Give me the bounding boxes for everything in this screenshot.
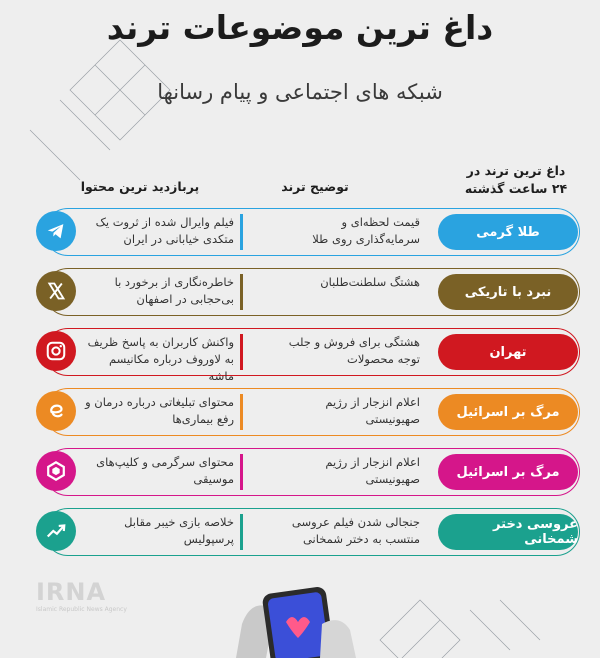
rubika-icon (36, 451, 76, 491)
trend-description: هشتگی برای فروش و جلب توجه محصولات (288, 335, 420, 366)
top-content: فیلم وایرال شده از ثروت یک متکدی خیابانی در ایران (95, 215, 234, 246)
logo-tagline: Islamic Republic News Agency (36, 606, 127, 613)
trend-row (36, 208, 578, 258)
header-content: پربازدید ترین محتوا (80, 179, 200, 194)
row-divider (240, 214, 243, 250)
trend-description: جنجالی شدن فیلم عروسی منتسب به دختر شمخانی (291, 515, 420, 546)
irna-logo (36, 578, 136, 613)
top-content: خلاصه بازی خیبر مقابل پرسپولیس (124, 515, 234, 546)
telegram-icon (36, 211, 76, 251)
row-divider (240, 394, 243, 430)
eitaa-icon (36, 391, 76, 431)
top-content: خاطره‌نگاری از برخورد با بی‌حجابی در اصفهان (114, 275, 234, 306)
row-divider (240, 514, 243, 550)
row-divider (240, 274, 243, 310)
header-description: توضیح ترند (281, 179, 349, 194)
trend-row (36, 448, 578, 498)
trend-description: هشتگ سلطنت‌طلبان (320, 275, 420, 289)
trend-row (36, 268, 578, 318)
header-trend: داغ ترین ترند در ۲۴ ساعت گذشته (464, 163, 568, 196)
trend-row (36, 508, 578, 558)
instagram-icon (36, 331, 76, 371)
trend-description: قیمت لحظه‌ای و سرمایه‌گذاری روی طلا (312, 215, 420, 246)
trend-tag[interactable]: مرگ بر اسرائیل (438, 454, 578, 490)
trend-tag[interactable]: طلا گرمی (438, 214, 578, 250)
row-divider (240, 334, 243, 370)
trend-tag[interactable]: تهران (438, 334, 578, 370)
trend-row (36, 388, 578, 438)
trend-description: اعلام انزجار از رژیم صهیونیستی (325, 395, 420, 426)
top-content: محتوای تبلیغاتی درباره درمان و رفع بیماری‌ها (85, 395, 234, 426)
trend-tag[interactable]: نبرد با تاریکی (438, 274, 578, 310)
logo-wordmark: IRNA (36, 578, 107, 606)
row-divider (240, 454, 243, 490)
trend-row (36, 328, 578, 383)
trend-up-icon (36, 511, 76, 551)
phone-illustration (236, 584, 356, 658)
trend-description: اعلام انزجار از رژیم صهیونیستی (325, 455, 420, 486)
page-title: داغ ترین موضوعات ترند (106, 8, 494, 47)
top-content: محتوای سرگرمی و کلیپ‌های موسیقی (96, 455, 234, 486)
x-logo-icon (36, 271, 76, 311)
trend-tag[interactable]: مرگ بر اسرائیل (438, 394, 578, 430)
trend-tag[interactable]: عروسی دختر شمخانی (438, 514, 578, 550)
page-subtitle: شبکه های اجتماعی و پیام رسانها (157, 80, 443, 104)
top-content: واکنش کاربران به پاسخ ظریف به لاوروف درباره مکانیسم ماشه (87, 335, 234, 383)
